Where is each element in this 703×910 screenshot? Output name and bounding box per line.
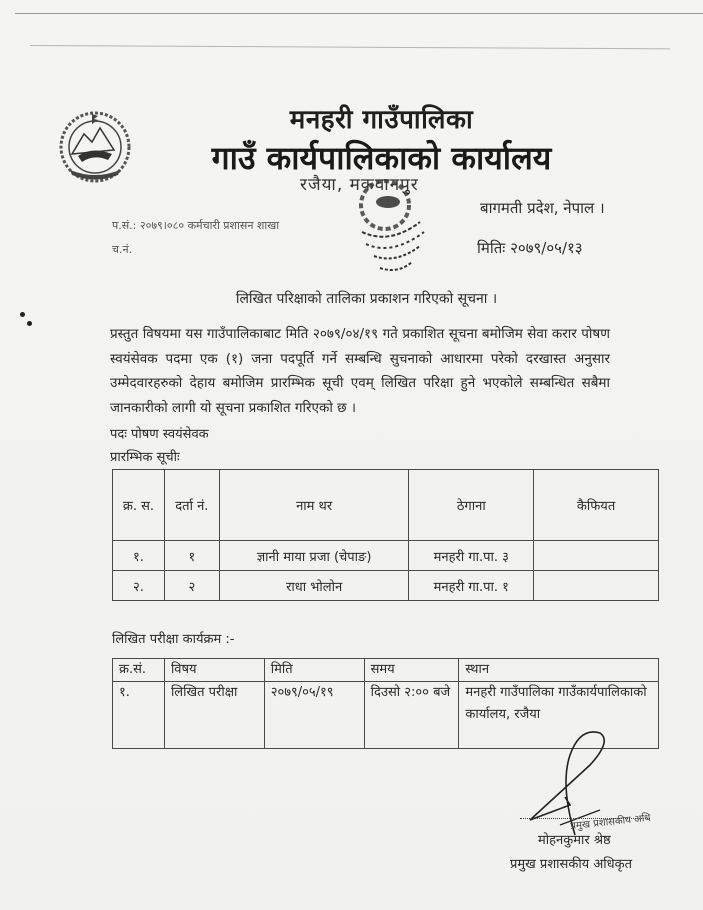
- office-location: रजैया, मकवानपुर: [300, 175, 419, 195]
- subject-text: लिखित परिक्षाको तालिका प्रकाशन गरिएको सूचना ।: [235, 291, 498, 307]
- cell-venue: मनहरी गाउँपालिका गाउँकार्यपालिकाको कार्यालय, रजैया: [459, 682, 659, 749]
- table-header-row: [113, 659, 659, 682]
- signatory-title: प्रमुख प्रशासकीय अधिकृत: [510, 857, 633, 872]
- designation-stamp: प्रमुख प्रशासकीय अधि: [569, 812, 652, 833]
- header-time: समय: [364, 659, 459, 682]
- cell-reg-no: २: [164, 571, 219, 601]
- office-text: गाउँ कार्यपालिकाको कार्यालय: [211, 139, 552, 177]
- speck: [20, 312, 25, 317]
- header-name: नाम थर: [219, 470, 409, 541]
- municipality-name: [0, 100, 703, 136]
- header-address: ठेगाना: [409, 470, 534, 541]
- cell-remarks: [534, 571, 659, 601]
- reference-number: प.सं.: २०७९।०८० कर्मचारी प्रशासन शाखा: [112, 219, 280, 232]
- cell-address: मनहरी गा.पा. ३: [409, 541, 534, 571]
- cell-time: दिउसो २:०० बजे: [364, 682, 459, 749]
- header-venue: स्थान: [459, 659, 659, 682]
- cell-serial: १.: [113, 541, 165, 571]
- cell-reg-no: १: [164, 541, 219, 571]
- office-stamp-icon: [340, 170, 440, 280]
- header-date: मिति: [264, 659, 364, 682]
- cell-serial: १.: [113, 682, 165, 749]
- table-row: [113, 541, 659, 571]
- cell-subject: लिखित परीक्षा: [164, 682, 264, 749]
- exam-schedule-heading: लिखित परीक्षा कार्यक्रम :-: [112, 632, 235, 647]
- table-header-row: [113, 470, 659, 541]
- scan-edge-line: [30, 45, 670, 49]
- table-row: [113, 571, 659, 601]
- prelim-list-label: प्रारम्भिक सूचीः: [110, 450, 180, 465]
- province-line: बागमती प्रदेश, नेपाल ।: [480, 199, 605, 217]
- speck: [27, 321, 32, 326]
- notice-body: प्रस्तुत विषयमा यस गाउँपालिकाबाट मिति २०७९/०४/१९ गते प्रकाशित सूचना बमोजिम सेवा करार पोषण स्वयंसेवक पदमा एक (१) जना पदपूर्ति गर्ने सम्बन्धि सुचनाको आधारमा परेको दरखास्त अनुसार उम्मेदवारहरुको देहाय बमोजिम प्रारम्भिक सूची एवम् लिखित परिक्षा हुने भएकोले सम्बन्धित सबैमा जानकारीको लागी यो सूचना प्रकाशित गरिएको छ ।: [110, 326, 610, 416]
- post-label: पदः पोषण स्वयंसेवक: [110, 427, 209, 442]
- notice-subject: [0, 289, 703, 308]
- municipality-text: मनहरी गाउँपालिका: [289, 105, 474, 135]
- cell-address: मनहरी गा.पा. १: [409, 571, 534, 601]
- header-subject: विषय: [164, 659, 264, 682]
- signatory-name: मोहनकुमार श्रेष्ठ: [538, 833, 611, 848]
- header-serial: क्र.सं.: [113, 659, 165, 682]
- prelim-list-table: [112, 469, 659, 601]
- header-serial: क्र. स.: [113, 470, 165, 541]
- header-reg-no: दर्ता नं.: [164, 470, 219, 541]
- cell-name: राधा भोलोन: [219, 571, 409, 601]
- cell-remarks: [534, 541, 659, 571]
- header-remarks: कैफियत: [534, 470, 659, 541]
- cell-serial: २.: [113, 571, 165, 601]
- cell-date: २०७९/०५/१९: [264, 682, 364, 749]
- cell-name: ज्ञानी माया प्रजा (चेपाङ): [219, 541, 409, 571]
- notice-date: मितिः २०७९/०५/१३: [477, 239, 583, 257]
- scan-edge-line: [15, 13, 703, 14]
- dispatch-number: च.नं.: [112, 243, 133, 256]
